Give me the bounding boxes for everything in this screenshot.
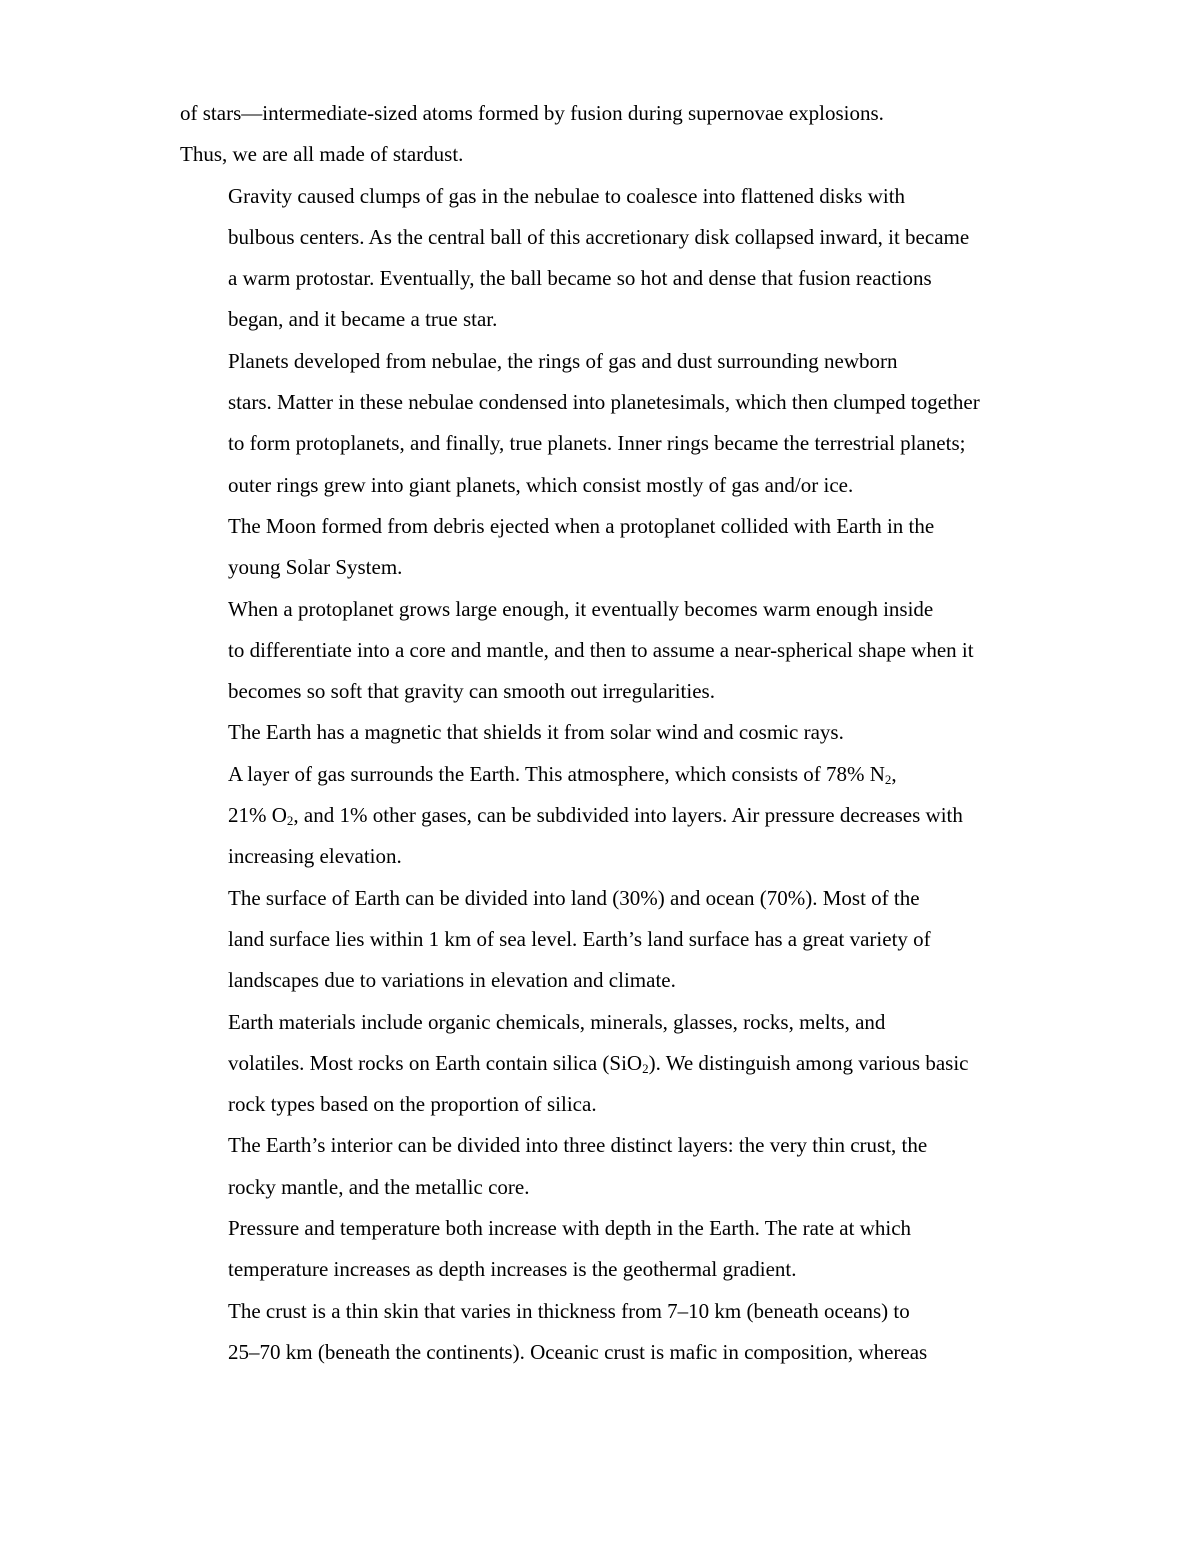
- text-run: A layer of gas surrounds the Earth. This atmosphere, which consists of 78% N: [228, 761, 885, 786]
- text-line: [180, 1002, 1050, 1043]
- text-run: 21% O: [228, 803, 287, 828]
- text-line: young Solar System.: [228, 555, 403, 580]
- paragraph-p7: [180, 878, 1050, 1002]
- text-line: began, and it became a true star.: [228, 307, 498, 332]
- text-line: to differentiate into a core and mantle, and then to assume a near-spherical shape when it: [228, 637, 974, 662]
- text-line: 25–70 km (beneath the continents). Oceanic crust is mafic in composition, whereas: [228, 1339, 928, 1364]
- text-line: When a protoplanet grows large enough, it eventually becomes warm enough inside: [228, 596, 934, 621]
- paragraph-p5: [180, 712, 1050, 753]
- text-run: Earth materials include organic chemicals, minerals, glasses, rocks, melts, and: [228, 1009, 886, 1034]
- text-line: landscapes due to variations in elevation and climate.: [228, 968, 676, 993]
- text-run: ,: [891, 761, 897, 786]
- subscript: 2: [642, 1060, 649, 1076]
- text-line: [180, 1043, 1050, 1084]
- text-line: Gravity caused clumps of gas in the nebulae to coalesce into flattened disks with: [228, 183, 906, 208]
- text-run: volatiles. Most rocks on Earth contain silica (SiO: [228, 1050, 643, 1075]
- document-body: [180, 93, 1050, 1373]
- text-line: land surface lies within 1 km of sea level. Earth’s land surface has a great variety of: [228, 926, 931, 951]
- text-line: The Earth has a magnetic that shields it from solar wind and cosmic rays.: [228, 720, 844, 745]
- text-line: Thus, we are all made of stardust.: [180, 142, 464, 167]
- text-line: [180, 795, 1050, 836]
- text-line: a warm protostar. Eventually, the ball became so hot and dense that fusion reactions: [228, 266, 932, 291]
- text-run: ). We distinguish among various basic: [648, 1050, 969, 1075]
- text-line: The Moon formed from debris ejected when a protoplanet collided with Earth in the: [228, 513, 935, 538]
- text-line: The crust is a thin skin that varies in thickness from 7–10 km (beneath oceans) to: [228, 1298, 910, 1323]
- paragraph-p0: [180, 93, 1050, 176]
- text-line: to form protoplanets, and finally, true planets. Inner rings became the terrestrial planets;: [228, 431, 966, 456]
- paragraph-p2: [180, 341, 1050, 506]
- paragraph-p6: [180, 754, 1050, 878]
- paragraph-p8: [180, 1002, 1050, 1126]
- paragraph-p9: [180, 1125, 1050, 1208]
- text-line: outer rings grew into giant planets, which consist mostly of gas and/or ice.: [228, 472, 854, 497]
- paragraph-p1: [180, 176, 1050, 341]
- text-run: , and 1% other gases, can be subdivided into layers. Air pressure decreases with: [293, 803, 963, 828]
- paragraph-p4: [180, 589, 1050, 713]
- text-line: [180, 1084, 1050, 1125]
- text-line: becomes so soft that gravity can smooth out irregularities.: [228, 679, 715, 704]
- subscript: 2: [286, 813, 294, 829]
- text-line: Planets developed from nebulae, the rings of gas and dust surrounding newborn: [228, 348, 898, 373]
- text-line: [180, 754, 1050, 795]
- text-line: The surface of Earth can be divided into land (30%) and ocean (70%). Most of the: [228, 885, 920, 910]
- text-line: stars. Matter in these nebulae condensed into planetesimals, which then clumped together: [228, 390, 980, 415]
- paragraph-p3: [180, 506, 1050, 589]
- text-line: of stars—intermediate-sized atoms formed by fusion during supernovae explosions.: [180, 101, 884, 125]
- text-line: The Earth’s interior can be divided into three distinct layers: the very thin crust, the: [228, 1133, 928, 1158]
- paragraph-p11: [180, 1291, 1050, 1374]
- text-line: Pressure and temperature both increase with depth in the Earth. The rate at which: [228, 1216, 912, 1241]
- text-line: [180, 836, 1050, 877]
- text-line: rocky mantle, and the metallic core.: [228, 1174, 530, 1199]
- subscript: 2: [884, 771, 892, 787]
- text-line: bulbous centers. As the central ball of this accretionary disk collapsed inward, it became: [228, 224, 970, 249]
- text-line: temperature increases as depth increases is the geothermal gradient.: [228, 1257, 797, 1282]
- text-run: rock types based on the proportion of silica.: [228, 1092, 597, 1117]
- paragraph-p10: [180, 1208, 1050, 1291]
- text-run: increasing elevation.: [228, 844, 402, 869]
